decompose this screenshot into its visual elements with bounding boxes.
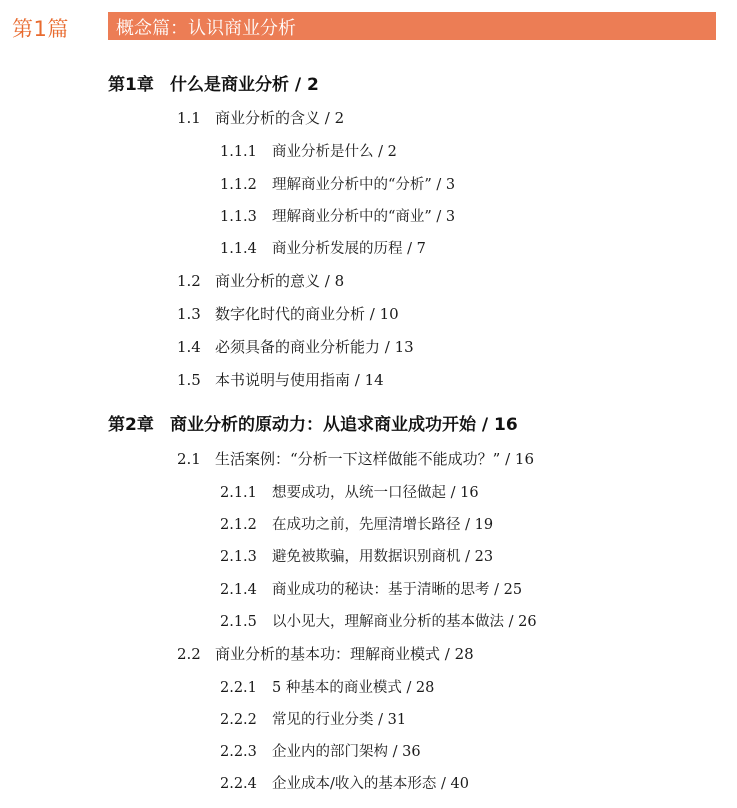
toc-section[interactable] [177,107,344,128]
toc-text: 企业内的部门架构 / 36 [272,744,421,760]
toc-subsection[interactable] [220,237,426,258]
toc-text: 5 种基本的商业模式 / 28 [272,680,435,696]
toc-text: 商业分析的原动力：从追求商业成功开始 / 16 [170,415,518,435]
toc-num: 2.2.4 [220,776,257,792]
toc-subsection[interactable] [220,676,434,697]
toc-num: 1.1.4 [220,241,257,257]
toc-text: 什么是商业分析 / 2 [170,75,319,95]
toc-num: 1.1.1 [220,144,257,160]
toc-num: 2.2.2 [220,712,257,728]
toc-text: 商业成功的秘诀：基于清晰的思考 / 25 [272,582,523,598]
toc-subsection[interactable] [220,140,397,161]
toc-text: 商业分析发展的历程 / 7 [272,241,426,257]
toc-chapter[interactable] [108,70,319,95]
toc-subsection[interactable] [220,610,537,631]
part-label: 第1篇 [12,17,69,41]
toc-text: 常见的行业分类 / 31 [272,712,407,728]
toc-text: 想要成功，从统一口径做起 / 16 [272,485,479,501]
toc-num: 2.1 [177,450,201,468]
toc-section[interactable] [177,448,534,469]
toc-text: 理解商业分析中的“分析” / 3 [272,177,456,193]
toc-text: 以小见大，理解商业分析的基本做法 / 26 [272,614,537,630]
toc-num: 1.4 [177,338,201,356]
toc-subsection[interactable] [220,481,479,502]
toc-num: 1.1 [177,109,201,127]
toc-text: 商业分析的意义 / 8 [215,272,345,290]
toc-num: 第1章 [108,75,154,95]
toc-text: 在成功之前，先厘清增长路径 / 19 [272,517,494,533]
toc-num: 2.2.1 [220,680,257,696]
toc-num: 2.1.2 [220,517,257,533]
toc-subsection[interactable] [220,173,455,194]
toc-num: 2.2.3 [220,744,257,760]
toc-num: 第2章 [108,415,154,435]
toc-num: 2.2 [177,645,201,663]
toc-text: 商业分析是什么 / 2 [272,144,397,160]
part-title: 概念篇：认识商业分析 [116,18,296,39]
toc-text: 生活案例：“分析一下这样做能不能成功？” / 16 [215,450,535,468]
toc-section[interactable] [177,303,399,324]
part-title-bar [108,12,716,40]
toc-section[interactable] [177,643,474,664]
toc-num: 2.1.3 [220,549,257,565]
toc-num: 2.1.4 [220,582,257,598]
toc-text: 本书说明与使用指南 / 14 [215,371,384,389]
toc-num: 1.2 [177,272,201,290]
toc-subsection[interactable] [220,578,522,599]
toc-subsection[interactable] [220,708,406,729]
toc-section[interactable] [177,336,414,357]
toc-num: 2.1.1 [220,485,257,501]
toc-text: 数字化时代的商业分析 / 10 [215,305,399,323]
toc-chapter[interactable] [108,410,518,435]
toc-subsection[interactable] [220,513,493,534]
toc-num: 1.3 [177,305,201,323]
toc-num: 1.1.2 [220,177,257,193]
toc-text: 避免被欺骗，用数据识别商机 / 23 [272,549,494,565]
toc-text: 企业成本/收入的基本形态 / 40 [272,776,469,792]
toc-section[interactable] [177,270,344,291]
toc-subsection[interactable] [220,205,455,226]
toc-subsection[interactable] [220,772,469,793]
toc-text: 必须具备的商业分析能力 / 13 [215,338,414,356]
toc-subsection[interactable] [220,740,421,761]
toc-text: 理解商业分析中的“商业” / 3 [272,209,456,225]
toc-subsection[interactable] [220,545,493,566]
toc-num: 2.1.5 [220,614,257,630]
toc-num: 1.5 [177,371,201,389]
toc-num: 1.1.3 [220,209,257,225]
toc-section[interactable] [177,369,384,390]
toc-text: 商业分析的含义 / 2 [215,109,345,127]
toc-text: 商业分析的基本功：理解商业模式 / 28 [215,645,474,663]
